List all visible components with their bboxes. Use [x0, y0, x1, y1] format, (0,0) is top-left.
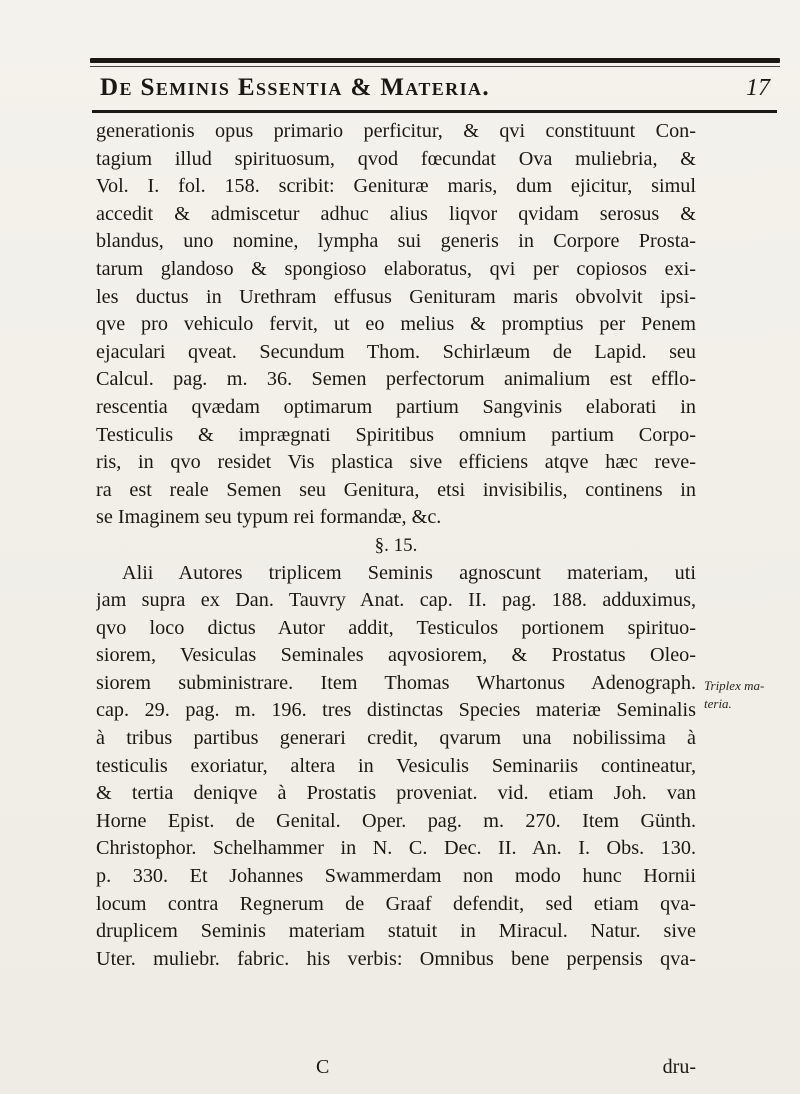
- text-line: qvo loco dictus Autor addit, Testiculos portionem spirituo-: [96, 616, 696, 639]
- text-line: testiculis exoriatur, altera in Vesiculis Seminariis contineatur,: [96, 754, 696, 777]
- signature-mark: C: [316, 1056, 330, 1078]
- text-line: ris, in qvo residet Vis plastica sive efficiens atqve hæc reve-: [96, 451, 696, 474]
- top-border-rule: [90, 58, 780, 63]
- text-line: rescentia qvædam optimarum partium Sangvinis elaborati in: [96, 395, 696, 418]
- text-line: se Imaginem seu typum rei formandæ, &c.: [96, 506, 442, 529]
- text-line: siorem, Vesiculas Seminales aqvosiorem, & Prostatus Oleo-: [96, 644, 696, 667]
- catchword: dru-: [662, 1056, 696, 1078]
- top-thin-rule: [90, 66, 780, 67]
- text-line: les ductus in Urethram effusus Genituram maris obvolvit ipsi-: [96, 285, 696, 308]
- header-rule: [92, 110, 777, 113]
- text-line: tarum glandoso & spongioso elaboratus, qvi per copiosos exi-: [96, 257, 696, 280]
- text-line: accedit & admiscetur adhuc alius liqvor qvidam serosus &: [96, 202, 696, 225]
- margin-note-line-2: teria.: [704, 696, 732, 711]
- catchline: [96, 1056, 696, 1079]
- text-line: Vol. I. fol. 158. scribit: Genituræ maris, dum ejicitur, simul: [96, 175, 696, 198]
- text-line: Christophor. Schelhammer in N. C. Dec. II. An. I. Obs. 130.: [96, 837, 696, 860]
- running-title: De Seminis Essentia & Materia.: [100, 74, 491, 101]
- margin-note-line-1: Triplex ma-: [704, 678, 765, 693]
- text-line: generationis opus primario perficitur, & qvi constituunt Con-: [96, 120, 696, 142]
- text-line: siorem subministrare. Item Thomas Whartonus Adenograph.: [96, 671, 696, 694]
- text-line: locum contra Regnerum de Graaf defendit, sed etiam qva-: [96, 892, 696, 915]
- text-line: ejaculari qveat. Secundum Thom. Schirlæum de Lapid. seu: [96, 340, 696, 363]
- running-head: [100, 74, 770, 108]
- text-line: qve pro vehiculo fervit, ut eo melius & promptius per Penem: [96, 313, 696, 336]
- text-line: Alii Autores triplicem Seminis agnoscunt materiam, uti: [122, 561, 696, 584]
- section-number: §. 15.: [374, 534, 418, 556]
- text-line: ra est reale Semen seu Genitura, etsi invisibilis, continens in: [96, 478, 696, 501]
- text-line: Uter. muliebr. fabric. his verbis: Omnibus bene perpensis qva-: [96, 947, 696, 970]
- text-line: Calcul. pag. m. 36. Semen perfectorum animalium est efflo-: [96, 368, 696, 391]
- text-line: à tribus partibus generari credit, qvarum una nobilissima à: [96, 727, 696, 750]
- text-line: p. 330. Et Johannes Swammerdam non modo hunc Hornii: [96, 865, 696, 888]
- text-line: jam supra ex Dan. Tauvry Anat. cap. II. pag. 188. adduximus,: [96, 589, 696, 612]
- text-line: & tertia deniqve à Prostatis proveniat. vid. etiam Joh. van: [96, 782, 696, 805]
- body-text: [96, 118, 696, 973]
- text-line: tagium illud spirituosum, qvod fœcundat Ova muliebria, &: [96, 147, 696, 170]
- text-line: Horne Epist. de Genital. Oper. pag. m. 270. Item Günth.: [96, 809, 696, 832]
- text-line: cap. 29. pag. m. 196. tres distinctas Species materiæ Seminalis: [96, 699, 696, 722]
- text-line: blandus, uno nomine, lympha sui generis in Corpore Prosta-: [96, 230, 696, 253]
- text-line: druplicem Seminis materiam statuit in Miracul. Natur. sive: [96, 920, 696, 943]
- text-line: Testiculis & imprægnati Spiritibus omnium partium Corpo-: [96, 423, 696, 446]
- page-number: 17: [746, 75, 770, 101]
